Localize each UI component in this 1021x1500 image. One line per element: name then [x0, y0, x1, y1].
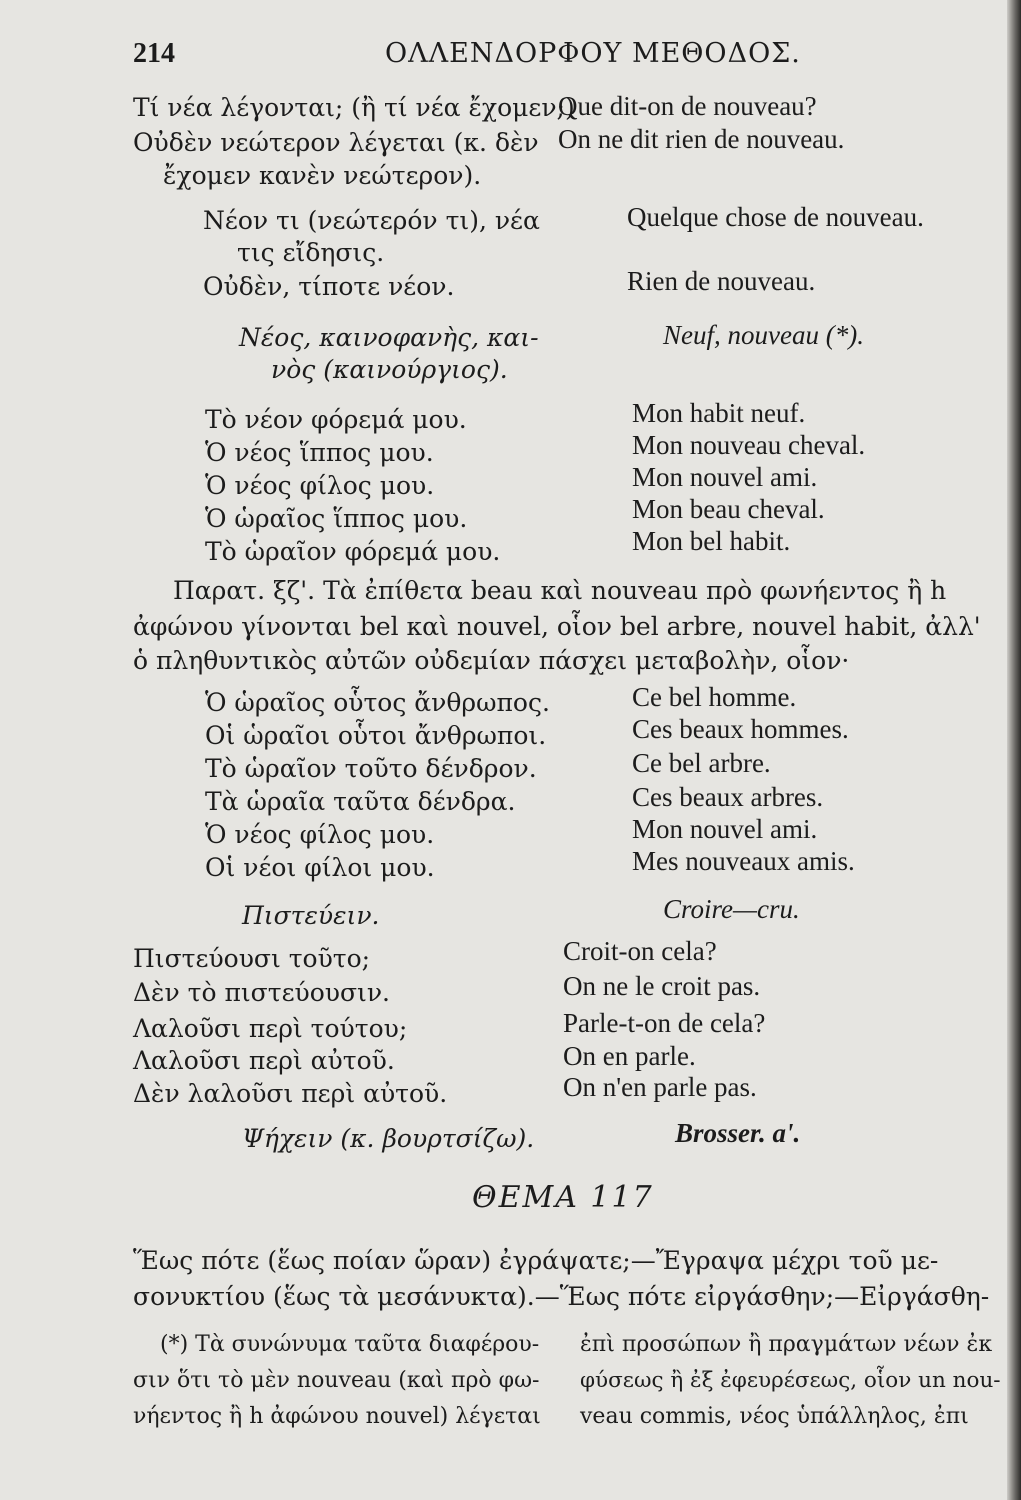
greek-line: Λαλοῦσι περὶ τούτου;	[133, 1014, 408, 1043]
page-edge-shadow	[1007, 0, 1021, 1500]
french-line: Rien de nouveau.	[627, 266, 816, 296]
greek-line: Οἱ ὡραῖοι οὗτοι ἄνθρωποι.	[205, 721, 547, 750]
vocab-greek: Ψήχειν (κ. βουρτσίζω).	[242, 1124, 535, 1153]
french-line: Mon bel habit.	[632, 526, 791, 556]
footnote-line: σιν ὅτι τὸ μὲν nouveau (καὶ πρὸ φω-	[133, 1368, 540, 1393]
french-line: Mon nouvel ami.	[632, 462, 818, 492]
french-line: Mon nouveau cheval.	[632, 430, 866, 460]
french-line: Quelque chose de nouveau.	[627, 202, 924, 232]
exercise-heading: ΘΕΜΑ 117	[472, 1180, 654, 1215]
greek-line: τις εἴδησις.	[237, 238, 385, 267]
note-line: Παρατ. ξζ'. Τὰ ἐπίθετα beau καὶ nouveau πρὸ φωνήεντος ἢ h	[173, 576, 947, 605]
page-number: 214	[133, 38, 175, 69]
greek-line: Λαλοῦσι περὶ αὐτοῦ.	[133, 1046, 395, 1075]
greek-line: Ὁ νέος φίλος μου.	[205, 471, 435, 500]
french-line: Ces beaux hommes.	[632, 714, 849, 744]
footnote-line: veau commis, νέος ὑπάλληλος, ἐπι	[580, 1404, 969, 1429]
vocab-french: Neuf, nouveau (*).	[663, 320, 864, 350]
french-line: On n'en parle pas.	[563, 1072, 757, 1102]
french-line: Ce bel homme.	[632, 682, 797, 712]
french-line: On ne le croit pas.	[563, 971, 761, 1001]
greek-line: Τὸ νέον φόρεμά μου.	[205, 405, 467, 434]
french-line: Mon habit neuf.	[632, 398, 806, 428]
greek-line: Τὸ ὡραῖον φόρεμά μου.	[205, 537, 501, 566]
greek-line: Τὰ ὡραῖα ταῦτα δένδρα.	[205, 787, 516, 816]
vocab-french: Brosser. a'.	[675, 1118, 801, 1148]
vocab-greek: νὸς (καινούργιος).	[271, 355, 508, 384]
greek-line: Πιστεύουσι τοῦτο;	[133, 944, 371, 973]
exercise-line: σονυκτίου (ἕως τὰ μεσάνυκτα).—Ἕως πότε εἰργάσθην;—Εἰργάσθη-	[133, 1282, 990, 1311]
greek-line: Οἱ νέοι φίλοι μου.	[205, 853, 435, 882]
greek-line: Ὁ νέος φίλος μου.	[205, 820, 435, 849]
french-line: Mes nouveaux amis.	[632, 846, 855, 876]
vocab-french: Croire—cru.	[663, 894, 800, 924]
running-title: ΟΛΛΕΝΔΟΡΦΟΥ ΜΕΘΟΔΟΣ.	[385, 38, 801, 69]
french-line: Ce bel arbre.	[632, 748, 771, 778]
footnote-line: φύσεως ἢ ἐξ ἐφευρέσεως, οἷον un nou-	[580, 1368, 1001, 1393]
french-line: Mon beau cheval.	[632, 494, 825, 524]
french-line: On ne dit rien de nouveau.	[558, 124, 845, 154]
greek-line: Δὲν τὸ πιστεύουσιν.	[133, 978, 390, 1007]
greek-line: ἔχομεν κανὲν νεώτερον).	[163, 161, 482, 190]
note-line: ὁ πληθυντικὸς αὐτῶν οὐδεμίαν πάσχει μεταβολὴν, οἷον·	[133, 646, 850, 675]
greek-line: Δὲν λαλοῦσι περὶ αὐτοῦ.	[133, 1079, 448, 1108]
greek-line: Νέον τι (νεώτερόν τι), νέα	[203, 206, 540, 235]
greek-line: Οὐδὲν, τίποτε νέον.	[203, 272, 455, 301]
french-line: Que dit-on de nouveau?	[558, 91, 817, 121]
french-line: Croit-on cela?	[563, 936, 717, 966]
french-line: Ces beaux arbres.	[632, 782, 824, 812]
greek-line: Οὐδὲν νεώτερον λέγεται (κ. δὲν	[133, 128, 539, 157]
footnote-line: ἐπὶ προσώπων ἢ πραγμάτων νέων ἐκ	[580, 1332, 993, 1357]
vocab-greek: Νέος, καινοφανὴς, και-	[239, 323, 539, 352]
french-line: Mon nouvel ami.	[632, 814, 818, 844]
note-line: ἀφώνου γίνονται bel καὶ nouvel, οἷον bel arbre, nouvel habit, ἀλλ'	[133, 612, 981, 641]
greek-line: Ὁ ὡραῖος οὗτος ἄνθρωπος.	[205, 688, 550, 717]
footnote-line: νήεντος ἢ h ἀφώνου nouvel) λέγεται	[133, 1404, 541, 1429]
greek-line: Τί νέα λέγονται; (ἢ τί νέα ἔχομεν;)	[133, 93, 575, 122]
footnote-line: (*) Τὰ συνώνυμα ταῦτα διαφέρου-	[160, 1332, 540, 1357]
exercise-line: Ἕως πότε (ἕως ποίαν ὥραν) ἐγράψατε;—Ἔγραψα μέχρι τοῦ με-	[133, 1246, 939, 1275]
french-line: Parle-t-on de cela?	[563, 1008, 766, 1038]
vocab-greek: Πιστεύειν.	[242, 901, 380, 930]
french-line: On en parle.	[563, 1041, 696, 1071]
greek-line: Ὁ ὡραῖος ἵππος μου.	[205, 504, 468, 533]
greek-line: Ὁ νέος ἵππος μου.	[205, 438, 434, 467]
greek-line: Τὸ ὡραῖον τοῦτο δένδρον.	[205, 754, 537, 783]
